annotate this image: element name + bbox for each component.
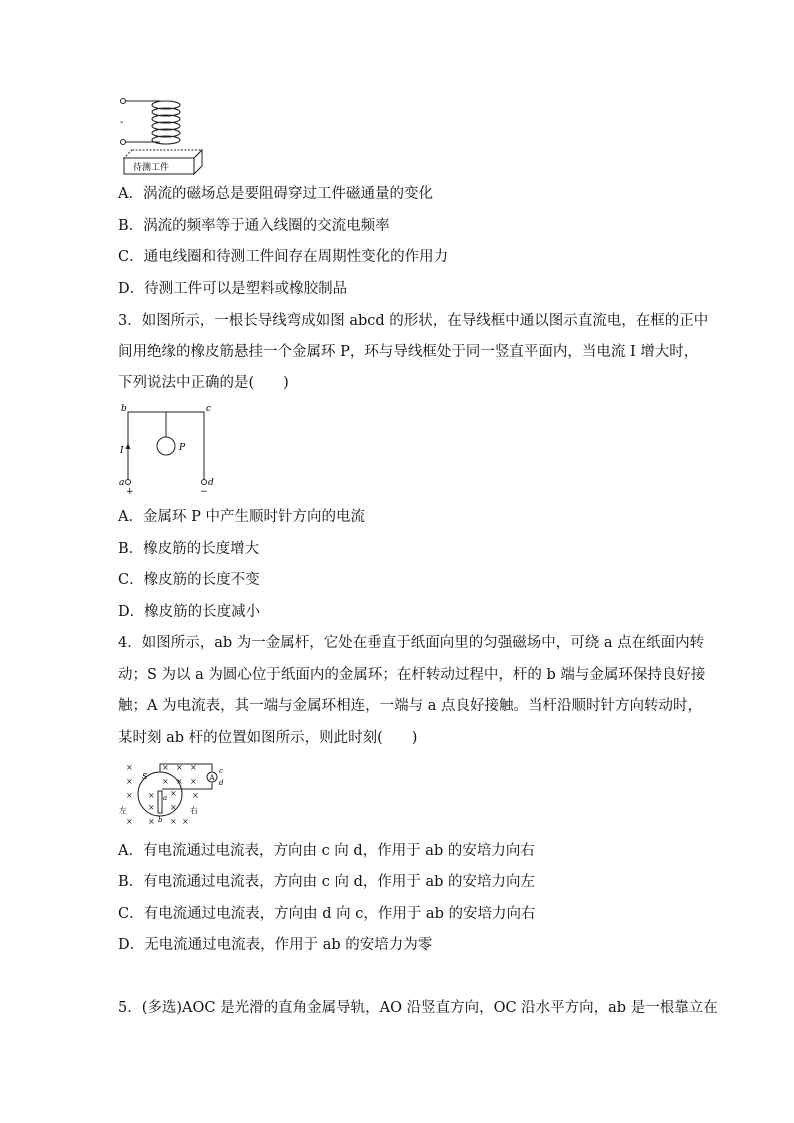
label-right: 右 <box>190 806 198 815</box>
label-a: a <box>119 478 125 488</box>
q4-option-b: B．有电流通过电流表，方向由 c 向 d，作用于 ab 的安培力向左 <box>118 874 536 890</box>
q3-stem-line-3: 下列说法中正确的是( ) <box>118 375 289 391</box>
field-cross: × <box>126 817 133 826</box>
field-cross: × <box>126 791 133 800</box>
q5-stem-line-1: 5．(多选)AOC 是光滑的直角金属导轨，AO 沿竖直方向，OC 沿水平方向，ab 是一根靠立在 <box>118 1000 718 1016</box>
minus-terminal: − <box>200 487 208 495</box>
coil-figure <box>118 94 208 176</box>
q4-option-a: A．有电流通过电流表，方向由 c 向 d，作用于 ab 的安培力向右 <box>118 843 535 859</box>
field-cross: × <box>176 777 183 786</box>
plus-terminal: + <box>126 487 134 495</box>
q3-stem-line-2: 间用绝缘的橡皮筋悬挂一个金属环 P，环与导线框处于同一竖直平面内，当电流 I 增大时， <box>118 344 699 360</box>
field-cross: × <box>170 817 177 826</box>
field-cross: × <box>148 791 155 800</box>
label-ring-p: P <box>179 443 186 453</box>
field-cross: × <box>126 763 133 772</box>
q3-option-d: D．橡皮筋的长度减小 <box>118 604 261 620</box>
minus-sign: - <box>120 117 124 128</box>
label-current-i: I <box>120 446 124 456</box>
wire-frame-figure <box>118 403 218 495</box>
field-cross: × <box>162 763 169 772</box>
rotating-rod-figure <box>118 758 230 828</box>
q3-stem-line-1: 3．如图所示，一根长导线弯成如图 abcd 的形状，在导线框中通以图示直流电，在框的正中 <box>118 313 709 329</box>
q4-option-d: D．无电流通过电流表，作用于 ab 的安培力为零 <box>118 937 433 953</box>
field-cross: × <box>176 763 183 772</box>
ammeter-a: A <box>209 774 215 782</box>
field-cross: × <box>190 763 197 772</box>
q2-option-b: B．涡流的频率等于通入线圈的交流电频率 <box>118 218 390 234</box>
field-cross: × <box>190 777 197 786</box>
q4-stem-line-3: 触；A 为电流表，其一端与金属环相连，一端与 a 点良好接触。当杆沿顺时针方向转动时， <box>118 698 702 714</box>
q4-option-c: C．有电流通过电流表，方向由 d 向 c，作用于 ab 的安培力向右 <box>118 906 536 922</box>
field-cross: × <box>182 817 189 826</box>
field-cross: × <box>170 803 177 812</box>
q4-stem-line-4: 某时刻 ab 杆的位置如图所示，则此时刻( ) <box>118 730 418 746</box>
label-left: 左 <box>119 806 127 815</box>
workpiece-label: 待测工件 <box>133 163 170 173</box>
q2-option-a: A．涡流的磁场总是要阻碍穿过工件磁通量的变化 <box>118 186 433 202</box>
q3-option-a: A．金属环 P 中产生顺时针方向的电流 <box>118 509 365 525</box>
q4-stem-line-1: 4．如图所示，ab 为一金属杆，它处在垂直于纸面向里的匀强磁场中，可绕 a 点在纸面内转 <box>118 635 705 651</box>
label-a: a <box>163 794 168 802</box>
label-ring-s: S <box>142 772 148 781</box>
field-cross: × <box>148 817 155 826</box>
q3-option-c: C．橡皮筋的长度不变 <box>118 572 260 588</box>
q4-stem-line-2: 动；S 为以 a 为圆心位于纸面内的金属环；在杆转动过程中，杆的 b 端与金属环保持良好接 <box>118 667 706 683</box>
field-cross: × <box>170 789 177 798</box>
label-d: d <box>219 779 224 787</box>
q2-option-c: C．通电线圈和待测工件间存在周期性变化的作用力 <box>118 249 449 265</box>
label-b: b <box>158 816 163 824</box>
field-cross: × <box>148 803 155 812</box>
field-cross: × <box>192 791 199 800</box>
label-d: d <box>208 478 214 488</box>
field-cross: × <box>162 777 169 786</box>
q2-option-d: D．待测工件可以是塑料或橡胶制品 <box>118 281 348 297</box>
label-b: b <box>121 404 127 414</box>
label-c: c <box>206 404 212 414</box>
field-cross: × <box>126 777 133 786</box>
q3-option-b: B．橡皮筋的长度增大 <box>118 541 260 557</box>
label-c: c <box>219 767 223 775</box>
